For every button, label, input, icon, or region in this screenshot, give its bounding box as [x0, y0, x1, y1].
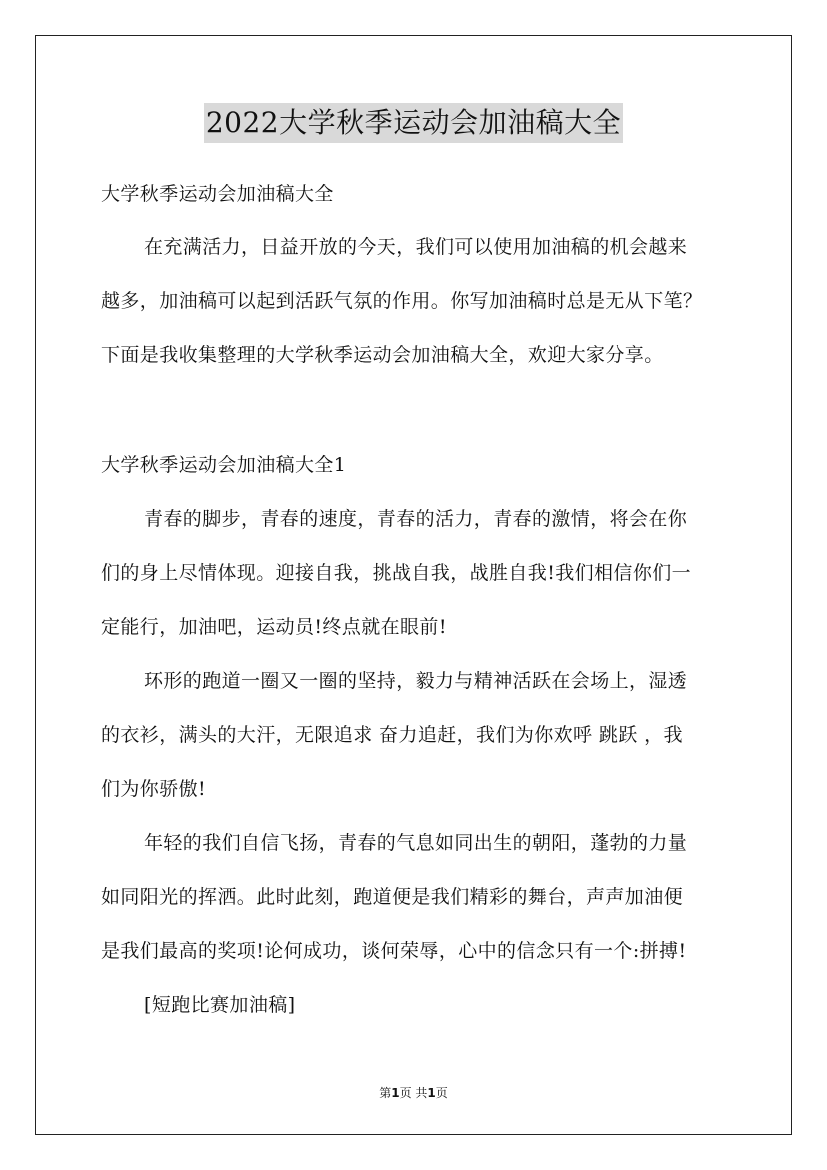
footer-prefix: 第	[379, 1086, 392, 1100]
paragraph-line: 年轻的我们自信飞扬，青春的气息如同出生的朝阳，蓬勃的力量	[144, 832, 688, 854]
section-heading: 大学秋季运动会加油稿大全1	[101, 454, 347, 476]
bracket-note: [短跑比赛加油稿]	[144, 994, 296, 1016]
document-subtitle: 大学秋季运动会加油稿大全	[101, 183, 334, 205]
paragraph-line: 青春的脚步，青春的速度，青春的活力，青春的激情，将会在你	[144, 508, 688, 530]
paragraph-line: 的衣衫，满头的大汗，无限追求 奋力追赶，我们为你欢呼 跳跃 ，我	[101, 724, 683, 746]
footer-mid: 页 共	[399, 1086, 428, 1100]
page-footer	[0, 1084, 827, 1101]
paragraph-line: 如同阳光的挥洒。此时此刻，跑道便是我们精彩的舞台，声声加油便	[101, 886, 684, 908]
intro-line: 下面是我收集整理的大学秋季运动会加油稿大全，欢迎大家分享。	[101, 344, 664, 366]
paragraph-line: 定能行，加油吧，运动员!终点就在眼前!	[101, 616, 447, 638]
paragraph-line: 环形的跑道一圈又一圈的坚持，毅力与精神活跃在会场上，湿透	[144, 670, 688, 692]
paragraph-line: 们为你骄傲!	[101, 778, 207, 800]
paragraph-line: 们的身上尽情体现。迎接自我，挑战自我，战胜自我!我们相信你们一	[101, 562, 692, 584]
intro-line: 越多，加油稿可以起到活跃气氛的作用。你写加油稿时总是无从下笔？	[101, 290, 703, 312]
document-title: 2022大学秋季运动会加油稿大全	[204, 103, 623, 143]
intro-line: 在充满活力，日益开放的今天，我们可以使用加油稿的机会越来	[144, 236, 688, 258]
footer-suffix: 页	[435, 1086, 448, 1100]
title-container	[0, 103, 827, 143]
paragraph-line: 是我们最高的奖项!论何成功，谈何荣辱，心中的信念只有一个:拼搏!	[101, 940, 687, 962]
footer-page-current: 1	[391, 1086, 400, 1100]
footer-page-total: 1	[427, 1086, 436, 1100]
